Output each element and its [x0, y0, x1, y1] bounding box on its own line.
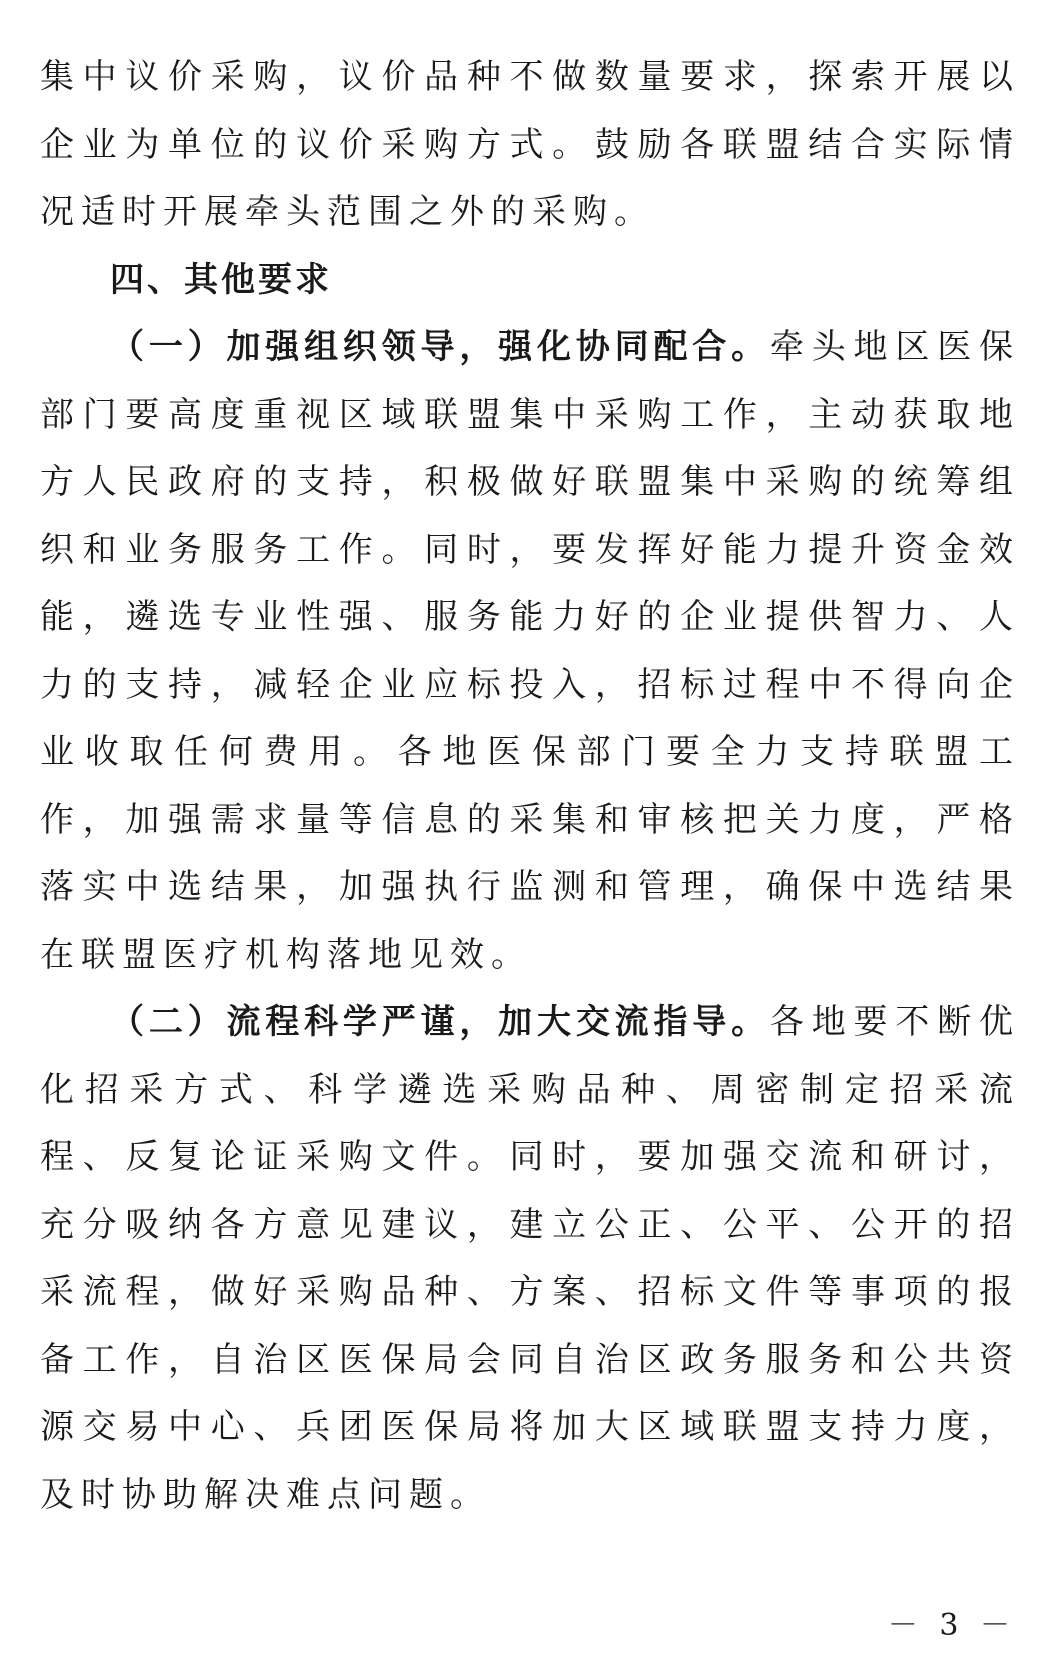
paragraph-process-guidance: [40, 989, 1020, 1529]
paragraph-body-organization: 牵头地区医保部门要高度重视区域联盟集中采购工作，主动获取地方人民政府的支持，积极做好联盟集中采购的统筹组织和业务服务工作。同时，要发挥好能力提升资金效能，遴选专业性强、服务能力好的企业提供智力、人力的支持，减轻企业应标投入，招标过程中不得向企业收取任何费用。各地医保部门要全力支持联盟工作，加强需求量等信息的采集和审核把关力度，严格落实中选结果，加强执行监测和管理，确保中选结果在联盟医疗机构落地见效。: [40, 327, 1021, 975]
page-number: － 3 －: [887, 1608, 1016, 1643]
paragraph-organization-leadership: [40, 314, 1020, 989]
paragraph-lead-process: （二）流程科学严谨，加大交流指导。: [110, 1002, 770, 1042]
document-body: [40, 44, 1020, 1529]
paragraph-lead-organization: （一）加强组织领导，强化协同配合。: [110, 327, 770, 367]
section-heading-other-requirements: 四、其他要求: [110, 259, 332, 300]
paragraph-procurement-continued: 集中议价采购，议价品种不做数量要求，探索开展以企业为单位的议价采购方式。鼓励各联盟结合实际情况适时开展牵头范围之外的采购。: [40, 57, 1020, 232]
paragraph-body-process: 各地要不断优化招采方式、科学遴选采购品种、周密制定招采流程、反复论证采购文件。同时，要加强交流和研讨，充分吸纳各方意见建议，建立公正、公平、公开的招采流程，做好采购品种、方案、招标文件等事项的报备工作，自治区医保局会同自治区政务服务和公共资源交易中心、兵团医保局将加大区域联盟支持力度，及时协助解决难点问题。: [40, 1002, 1021, 1515]
